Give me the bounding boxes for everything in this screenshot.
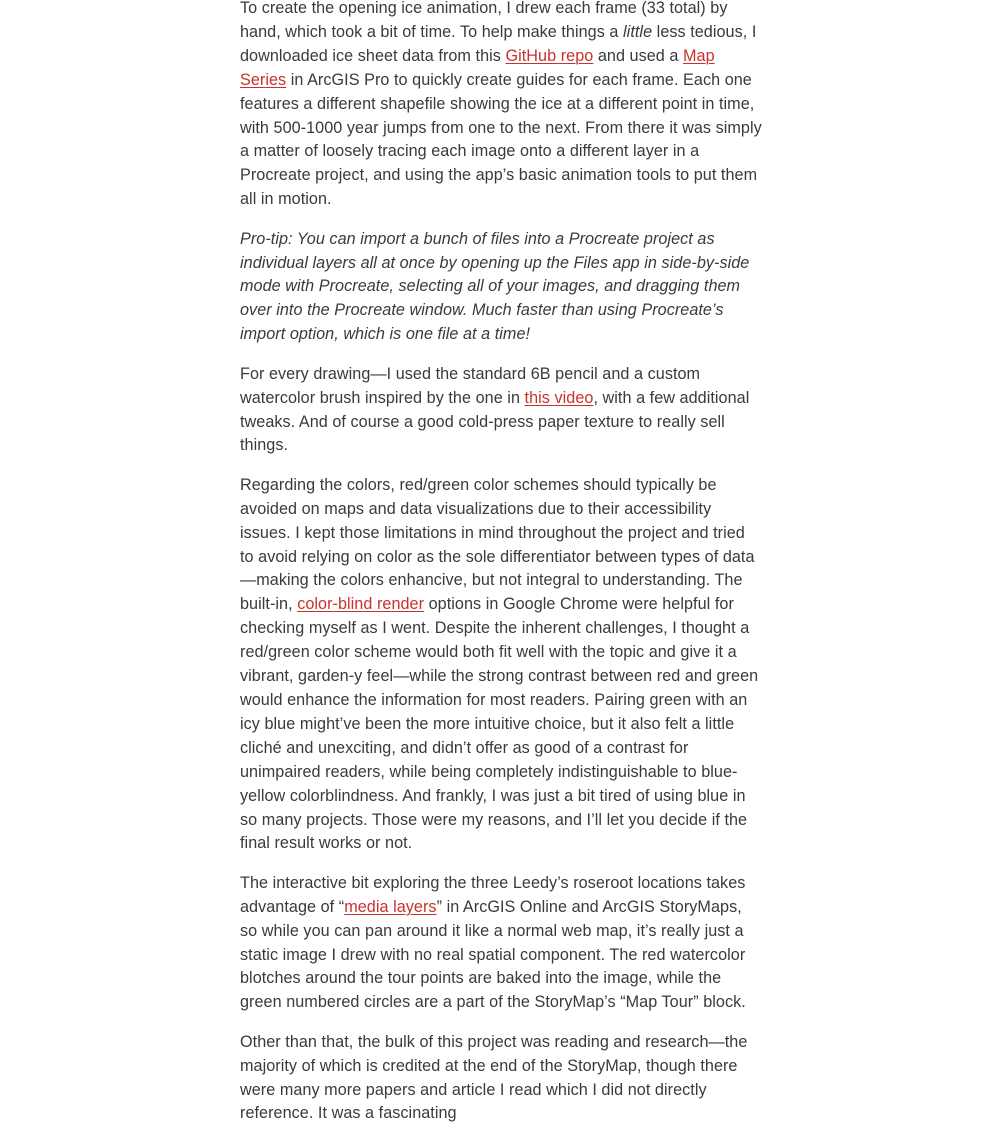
- paragraph-pro-tip: [240, 228, 762, 348]
- text: in ArcGIS Pro to quickly create guides for each frame. Each one features a different shapefile showing the ice at a different point in time, with 500-1000 year jumps from one to the next. From there it was simply a matter of loosely tracing each image onto a different layer in a Procreate project, and using the app’s basic animation tools to put them all in motion.: [240, 70, 762, 209]
- color-blind-render-link[interactable]: color-blind render: [297, 595, 425, 614]
- media-layers-link[interactable]: media layers: [344, 897, 437, 916]
- text: To create the opening ice animation, I drew each frame (33 total) by hand, which took a bit of time. To help make things a: [240, 0, 728, 41]
- text: The interactive bit exploring the three Leedy’s roseroot locations takes advantage of “: [240, 873, 746, 916]
- emphasis-little: little: [623, 22, 653, 41]
- paragraph-research: [240, 1031, 762, 1127]
- text: Pro-tip: You can import a bunch of files into a Procreate project as individual layers all at once by opening up the Files app in side-by-side mode with Procreate, selecting all of your images, and dragging them over into the Procreate window. Much faster than using Procreate’s import option, which is one file at a time!: [240, 229, 750, 344]
- text: and used a: [593, 46, 683, 65]
- text: ” in ArcGIS Online and ArcGIS StoryMaps, so while you can pan around it like a normal web map, it’s really just a static image I drew with no real spatial component. The red watercolor blotches around the tour points are baked into the image, while the green numbered circles are a part of the StoryMap’s “Map Tour” block.: [240, 897, 746, 1012]
- text: less tedious, I downloaded ice sheet data from this: [240, 22, 757, 65]
- text: , with a few additional tweaks. And of course a good cold-press paper texture to really sell things.: [240, 388, 750, 455]
- paragraph-ice-animation: [240, 0, 762, 212]
- github-repo-link[interactable]: GitHub repo: [505, 46, 594, 65]
- this-video-link[interactable]: this video: [524, 388, 594, 407]
- text: Regarding the colors, red/green color schemes should typically be avoided on maps and data visualizations due to their accessibility issues. I kept those limitations in mind throughout the project and tried to avoid relying on color as the sole differentiator between types of data—making the colors enhancive, but not integral to understanding. The built-in,: [240, 475, 755, 614]
- text: For every drawing—I used the standard 6B pencil and a custom watercolor brush inspired by the one in: [240, 364, 701, 407]
- article-body: [240, 0, 762, 1142]
- paragraph-drawing-tools: [240, 363, 762, 459]
- paragraph-colors: [240, 474, 762, 857]
- text: Other than that, the bulk of this project was reading and research—the majority of which is credited at the end of the StoryMap, though there were many more papers and article I read which I did not directly reference. It was a fascinating: [240, 1032, 748, 1123]
- paragraph-interactive-map: [240, 872, 762, 1015]
- map-series-link[interactable]: Map Series: [240, 46, 715, 89]
- text: options in Google Chrome were helpful for checking myself as I went. Despite the inherent challenges, I thought a red/green color scheme would both fit well with the topic and give it a vibrant, garden-y feel—while the strong contrast between red and green would enhance the information for most readers. Pairing green with an icy blue might’ve been the more intuitive choice, but it also felt a little cliché and unexciting, and didn’t offer as good of a contrast for unimpaired readers, while being completely indistinguishable to blue-yellow colorblindness. And frankly, I was just a bit tired of using blue in so many projects. Those were my reasons, and I’ll let you decide if the final result works or not.: [240, 595, 759, 853]
